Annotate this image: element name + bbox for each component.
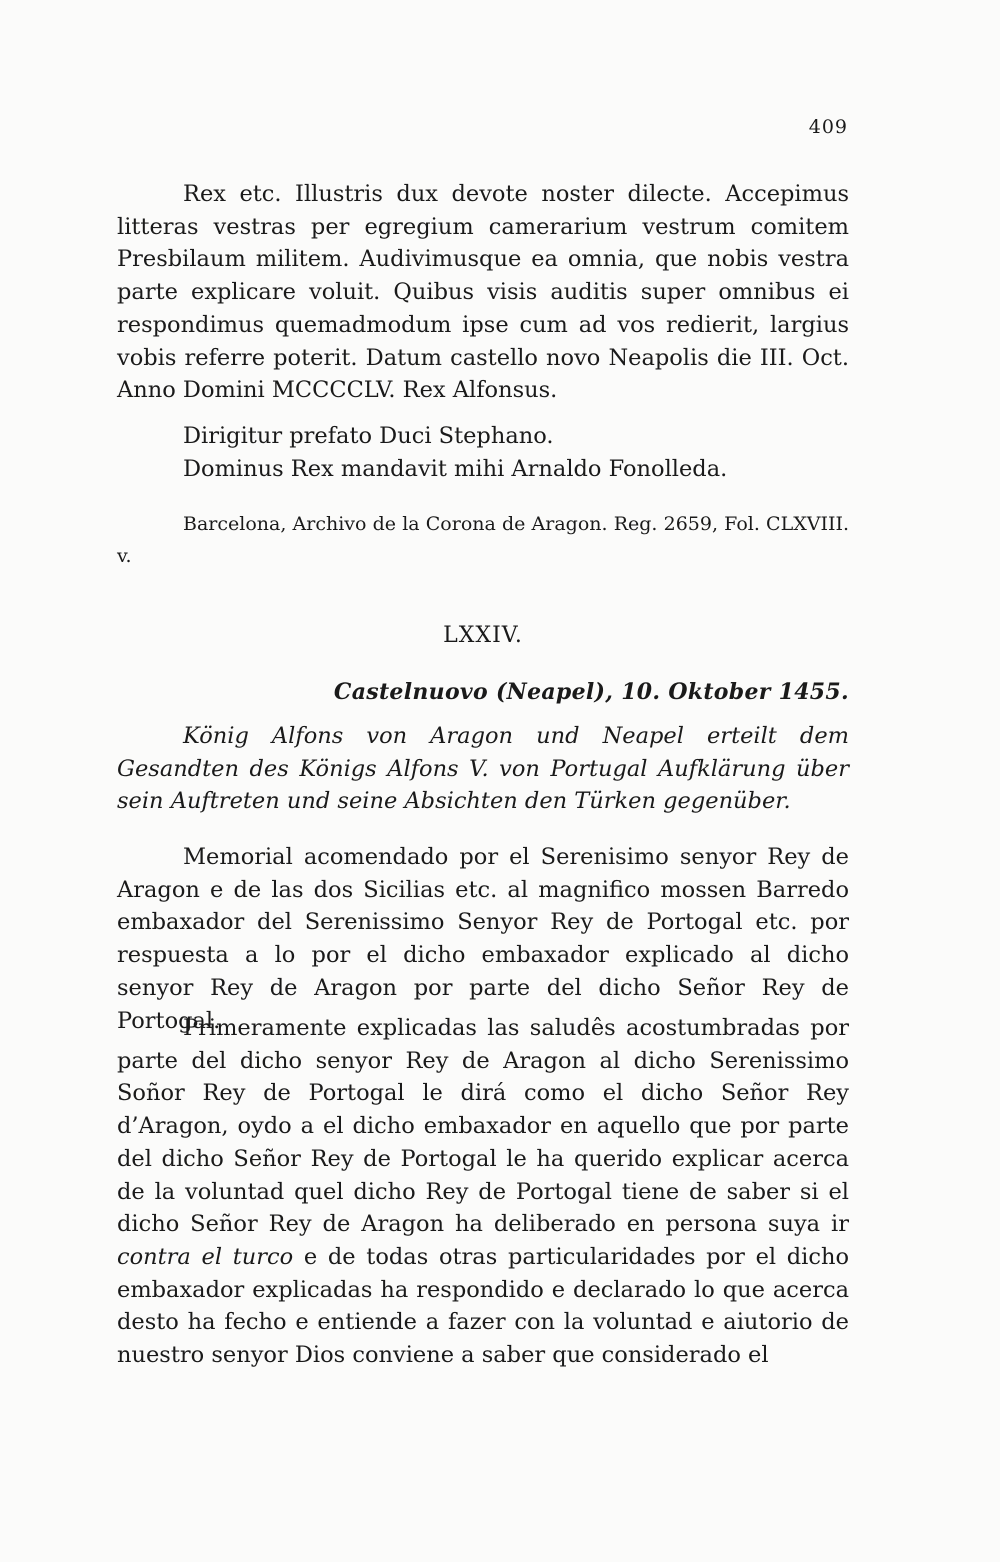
memorial-paragraph-2-text [117, 1012, 849, 1372]
document-summary [117, 720, 849, 818]
closing-lines [117, 420, 849, 485]
memorial-paragraph-1 [117, 841, 849, 1037]
document-dateline: Castelnuovo (Neapel), 10. Oktober 1455. [333, 678, 849, 705]
memorial-paragraph-2-italic: contra el turco [117, 1243, 294, 1270]
source-note-text: Barcelona, Archivo de la Corona de Aragon. Reg. 2659, Fol. CLXVIII. v. [117, 513, 849, 567]
letter-paragraph: Rex etc. Illustris dux devote noster dilecte. Accepimus litteras vestras per egregium camerarium vestrum comitem Presbilaum militem. Audivimusque ea omnia, que nobis vestra parte explicare voluit. Quibus visis auditis super omnibus ei respondimus quemadmodum ipse cum ad vos redierit, largius vobis referre poterit. Datum castello novo Neapolis die III. Oct. Anno Domini MCCCCLV. Rex Alfonsus. [117, 181, 849, 404]
document-header [117, 620, 849, 708]
source-note [117, 508, 849, 572]
memorial-paragraph-2-part-2: e de todas otras particularidades por el dicho embaxador explicadas ha respondido e declarado lo que acerca desto ha fecho e entiende a fazer con la voluntad e aiutorio de nuestro senyor Dios conviene a saber que considerado el [117, 1243, 850, 1369]
page-number: 409 [808, 116, 848, 138]
address-line: Dirigitur prefato Duci Stephano. [183, 423, 554, 449]
memorial-paragraph-1-text: Memorial acomendado por el Serenisimo senyor Rey de Aragon e de las dos Sicilias etc. al magnifico mossen Barredo embaxador del Serenissimo Senyor Rey de Portogal etc. por respuesta a lo por el dicho embaxador explicado al dicho senyor Rey de Aragon por parte del dicho Señor Rey de Portogal. [117, 844, 849, 1034]
document-number: LXXIV. [443, 623, 523, 648]
memorial-paragraph-2 [117, 1012, 849, 1372]
mandate-line: Dominus Rex mandavit mihi Arnaldo Fonolleda. [183, 455, 728, 482]
memorial-paragraph-2-part-1: Primeramente explicadas las saludês acostumbradas por parte del dicho senyor Rey de Aragon al dicho Serenissimo Soñor Rey de Portogal le dirá como el dicho Señor Rey d’Aragon, oydo a el dicho embaxador en aquello que por parte del dicho Señor Rey de Portogal le ha querido explicar acerca de la voluntad quel dicho Rey de Portogal tiene de saber si el dicho Señor Rey de Aragon ha deliberado en persona suya ir [117, 1015, 849, 1238]
letter-body [117, 178, 849, 407]
summary-text: König Alfons von Aragon und Neapel erteilt dem Gesandten des Königs Alfons V. von Portugal Aufklärung über sein Auftreten und seine Absichten den Türken gegenüber. [117, 723, 849, 815]
